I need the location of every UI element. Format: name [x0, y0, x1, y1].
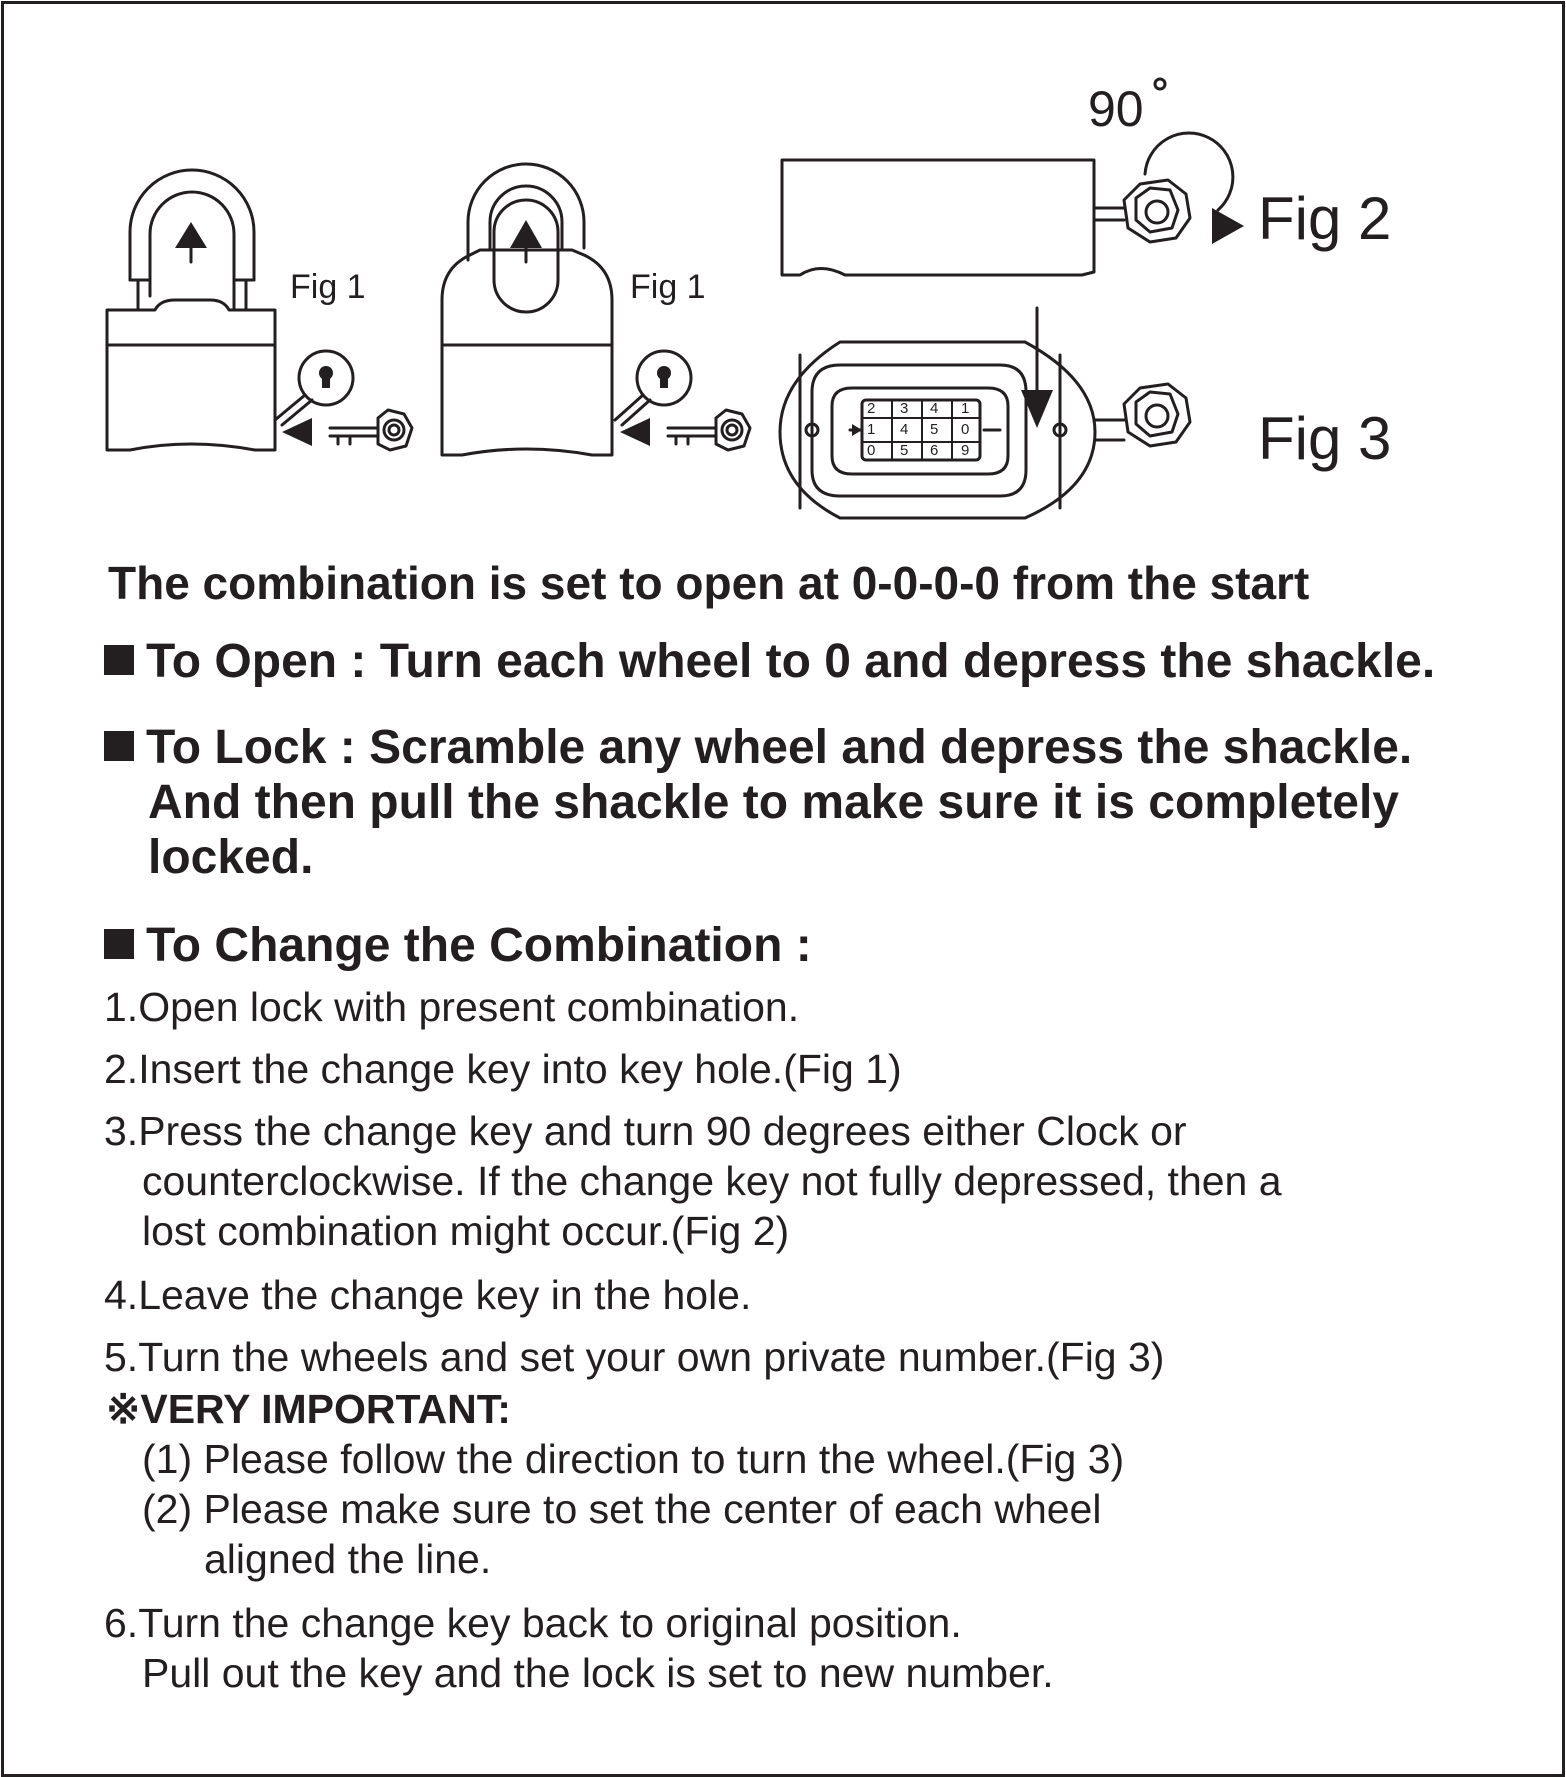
- wheel-4-bottom: 9: [961, 442, 970, 459]
- change-heading-text: To Change the Combination :: [146, 919, 812, 972]
- fig1-right-padlock: [442, 164, 612, 455]
- intro-text: The combination is set to open at 0-0-0-0 from the start: [108, 557, 1310, 609]
- fig2-key-icon: [1124, 180, 1190, 242]
- bullet-square-icon: [104, 645, 134, 675]
- fig1-right-label: Fig 1: [630, 268, 706, 306]
- important-heading: ※VERY IMPORTANT:: [106, 1386, 511, 1432]
- wheel-1-bottom: 0: [867, 442, 876, 459]
- wheel-3-center: 5: [930, 421, 939, 438]
- fig2-rotation-arrow-icon: [1145, 133, 1233, 210]
- fig1-left-key-icon: [330, 410, 412, 450]
- rotation-label: 90: [1088, 81, 1144, 137]
- fig1-left-label: Fig 1: [290, 268, 366, 306]
- change-heading: [104, 918, 812, 973]
- wheel-3-top: 4: [930, 400, 939, 417]
- step-6-line-2: Pull out the key and the lock is set to new number.: [142, 1650, 1054, 1696]
- wheel-1-center: 1: [867, 421, 876, 438]
- step-6-line-1: 6.Turn the change key back to original position.: [104, 1600, 962, 1646]
- lock-instruction: [104, 720, 1412, 775]
- lock-line-1: To Lock : Scramble any wheel and depress the shackle.: [146, 721, 1413, 774]
- fig3-key-icon: [1095, 384, 1190, 446]
- step-3-line-2: counterclockwise. If the change key not fully depressed, then a: [142, 1158, 1282, 1204]
- step-4: 4.Leave the change key in the hole.: [104, 1272, 752, 1318]
- step-2: 2.Insert the change key into key hole.(Fig 1): [104, 1046, 902, 1092]
- fig2-lock-side: [782, 160, 1124, 275]
- wheel-4-top: 1: [961, 400, 970, 417]
- wheel-1-top: 2: [867, 400, 876, 417]
- wheel-4-center: 0: [961, 421, 970, 438]
- wheel-3-bottom: 6: [930, 442, 939, 459]
- lock-line-3: locked.: [148, 831, 314, 884]
- fig3-label: Fig 3: [1258, 405, 1392, 472]
- step-3-line-3: lost combination might occur.(Fig 2): [142, 1208, 790, 1254]
- bullet-square-icon: [104, 929, 134, 959]
- fig1-left-padlock: [107, 170, 275, 450]
- wheel-2-center: 4: [900, 421, 909, 438]
- step-3-line-1: 3.Press the change key and turn 90 degrees either Clock or: [104, 1108, 1187, 1154]
- step-5: 5.Turn the wheels and set your own private number.(Fig 3): [104, 1334, 1165, 1380]
- wheel-2-top: 3: [900, 400, 909, 417]
- important-2-line-2: aligned the line.: [204, 1536, 492, 1582]
- bullet-square-icon: [104, 731, 134, 761]
- fig1-left-keyhole-callout: [275, 351, 353, 425]
- wheel-2-bottom: 5: [900, 442, 909, 459]
- figures-illustration: [0, 0, 1566, 560]
- important-2-line-1: (2) Please make sure to set the center of each wheel: [142, 1486, 1102, 1532]
- fig1-right-keyhole-callout: [615, 351, 691, 425]
- lock-line-2: And then pull the shackle to make sure it is completely: [148, 776, 1399, 829]
- open-instruction: [104, 634, 1435, 689]
- step-1: 1.Open lock with present combination.: [104, 984, 800, 1030]
- fig1-right-key-icon: [668, 410, 750, 450]
- fig2-label: Fig 2: [1258, 185, 1392, 252]
- open-text: To Open : Turn each wheel to 0 and depress the shackle.: [146, 635, 1436, 688]
- important-1: (1) Please follow the direction to turn the wheel.(Fig 3): [142, 1436, 1125, 1482]
